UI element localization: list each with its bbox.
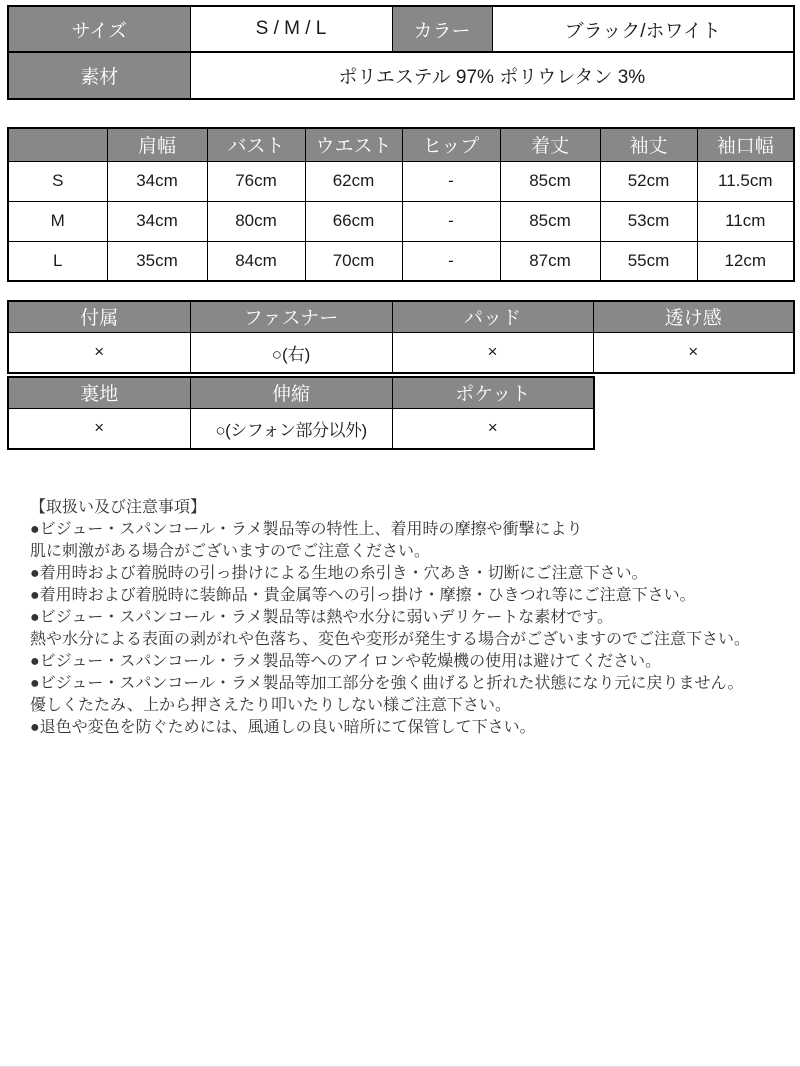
measurement-cell: -	[402, 201, 500, 241]
care-note-line: ●退色や変色を防ぐためには、風通しの良い暗所にて保管して下さい。	[30, 719, 536, 736]
measurement-cell: 53cm	[600, 201, 697, 241]
care-note-line: ●ビジュー・スパンコール・ラメ製品等は熱や水分に弱いデリケートな素材です。	[30, 609, 613, 626]
lining-value-cell: ×	[8, 408, 190, 449]
size-name-cell: L	[8, 241, 107, 281]
header-lining: 裏地	[8, 377, 190, 408]
care-note-line: ●ビジュー・スパンコール・ラメ製品等加工部分を強く曲げると折れた状態になり元に戻りません。	[30, 675, 744, 692]
details-table-bottom	[7, 376, 595, 450]
col-header-cuff: 袖口幅	[697, 128, 794, 161]
measurement-cell: 52cm	[600, 161, 697, 201]
measurement-row-m	[8, 201, 794, 241]
care-note-line: 肌に刺激がある場合がございますのでご注意ください。	[30, 543, 431, 560]
col-header-hip: ヒップ	[402, 128, 500, 161]
details-value-row-2	[8, 408, 594, 449]
material-value-cell: ポリエステル 97% ポリウレタン 3%	[190, 52, 794, 99]
measurement-cell: -	[402, 241, 500, 281]
col-header-waist: ウエスト	[305, 128, 402, 161]
spec-row-material	[8, 52, 794, 99]
sheerness-value-cell: ×	[593, 332, 794, 373]
measurement-cell: 76cm	[207, 161, 305, 201]
measurement-cell: 11cm	[697, 201, 794, 241]
col-header-blank	[8, 128, 107, 161]
measurement-cell: 85cm	[500, 161, 600, 201]
header-pad: パッド	[392, 301, 593, 332]
col-header-shoulder: 肩幅	[107, 128, 207, 161]
header-fastener: ファスナー	[190, 301, 392, 332]
col-header-length: 着丈	[500, 128, 600, 161]
measurement-cell: 34cm	[107, 161, 207, 201]
measurements-header-row	[8, 128, 794, 161]
measurement-cell: 35cm	[107, 241, 207, 281]
care-note-line: 熱や水分による表面の剥がれや色落ち、変色や変形が発生する場合がございますのでご注意下さい。	[30, 631, 751, 648]
pocket-value-cell: ×	[392, 408, 594, 449]
measurement-cell: 62cm	[305, 161, 402, 201]
header-pocket: ポケット	[392, 377, 594, 408]
color-label-cell: カラー	[392, 6, 492, 52]
spec-row-size-color	[8, 6, 794, 52]
fastener-value-cell: ○(右)	[190, 332, 392, 373]
details-value-row-1	[8, 332, 794, 373]
measurement-cell: 85cm	[500, 201, 600, 241]
measurement-cell: 84cm	[207, 241, 305, 281]
size-name-cell: S	[8, 161, 107, 201]
header-stretch: 伸縮	[190, 377, 392, 408]
size-name-cell: M	[8, 201, 107, 241]
care-note-line: ●着用時および着脱時に装飾品・貴金属等への引っ掛け・摩擦・ひきつれ等にご注意下さい。	[30, 587, 696, 604]
care-notes-block	[30, 497, 790, 739]
pad-value-cell: ×	[392, 332, 593, 373]
measurement-cell: 11.5cm	[697, 161, 794, 201]
measurement-cell: 12cm	[697, 241, 794, 281]
details-header-row-2	[8, 377, 594, 408]
col-header-bust: バスト	[207, 128, 305, 161]
measurement-row-l	[8, 241, 794, 281]
header-sheerness: 透け感	[593, 301, 794, 332]
measurements-table	[7, 127, 795, 282]
care-note-line: ●ビジュー・スパンコール・ラメ製品等の特性上、着用時の摩擦や衝撃により	[30, 521, 583, 538]
stretch-value-cell: ○(シフォン部分以外)	[190, 408, 392, 449]
care-note-line: 優しくたたみ、上から押さえたり叩いたりしない様ご注意下さい。	[30, 697, 511, 714]
details-table-top	[7, 300, 795, 374]
measurement-cell: 34cm	[107, 201, 207, 241]
measurement-cell: 55cm	[600, 241, 697, 281]
size-label-cell: サイズ	[8, 6, 190, 52]
material-label-cell: 素材	[8, 52, 190, 99]
header-accessory: 付属	[8, 301, 190, 332]
care-note-line: ●ビジュー・スパンコール・ラメ製品等へのアイロンや乾燥機の使用は避けてください。	[30, 653, 662, 670]
measurement-cell: 87cm	[500, 241, 600, 281]
measurement-cell: 80cm	[207, 201, 305, 241]
measurement-cell: -	[402, 161, 500, 201]
measurement-row-s	[8, 161, 794, 201]
size-value-cell: S / M / L	[190, 6, 392, 52]
care-notes-title: 【取扱い及び注意事項】	[30, 499, 207, 516]
accessory-value-cell: ×	[8, 332, 190, 373]
measurement-cell: 70cm	[305, 241, 402, 281]
product-spec-table	[7, 5, 795, 100]
measurement-cell: 66cm	[305, 201, 402, 241]
color-value-cell: ブラック/ホワイト	[492, 6, 794, 52]
details-header-row-1	[8, 301, 794, 332]
col-header-sleeve: 袖丈	[600, 128, 697, 161]
care-note-line: ●着用時および着脱時の引っ掛けによる生地の糸引き・穴あき・切断にご注意下さい。	[30, 565, 648, 582]
